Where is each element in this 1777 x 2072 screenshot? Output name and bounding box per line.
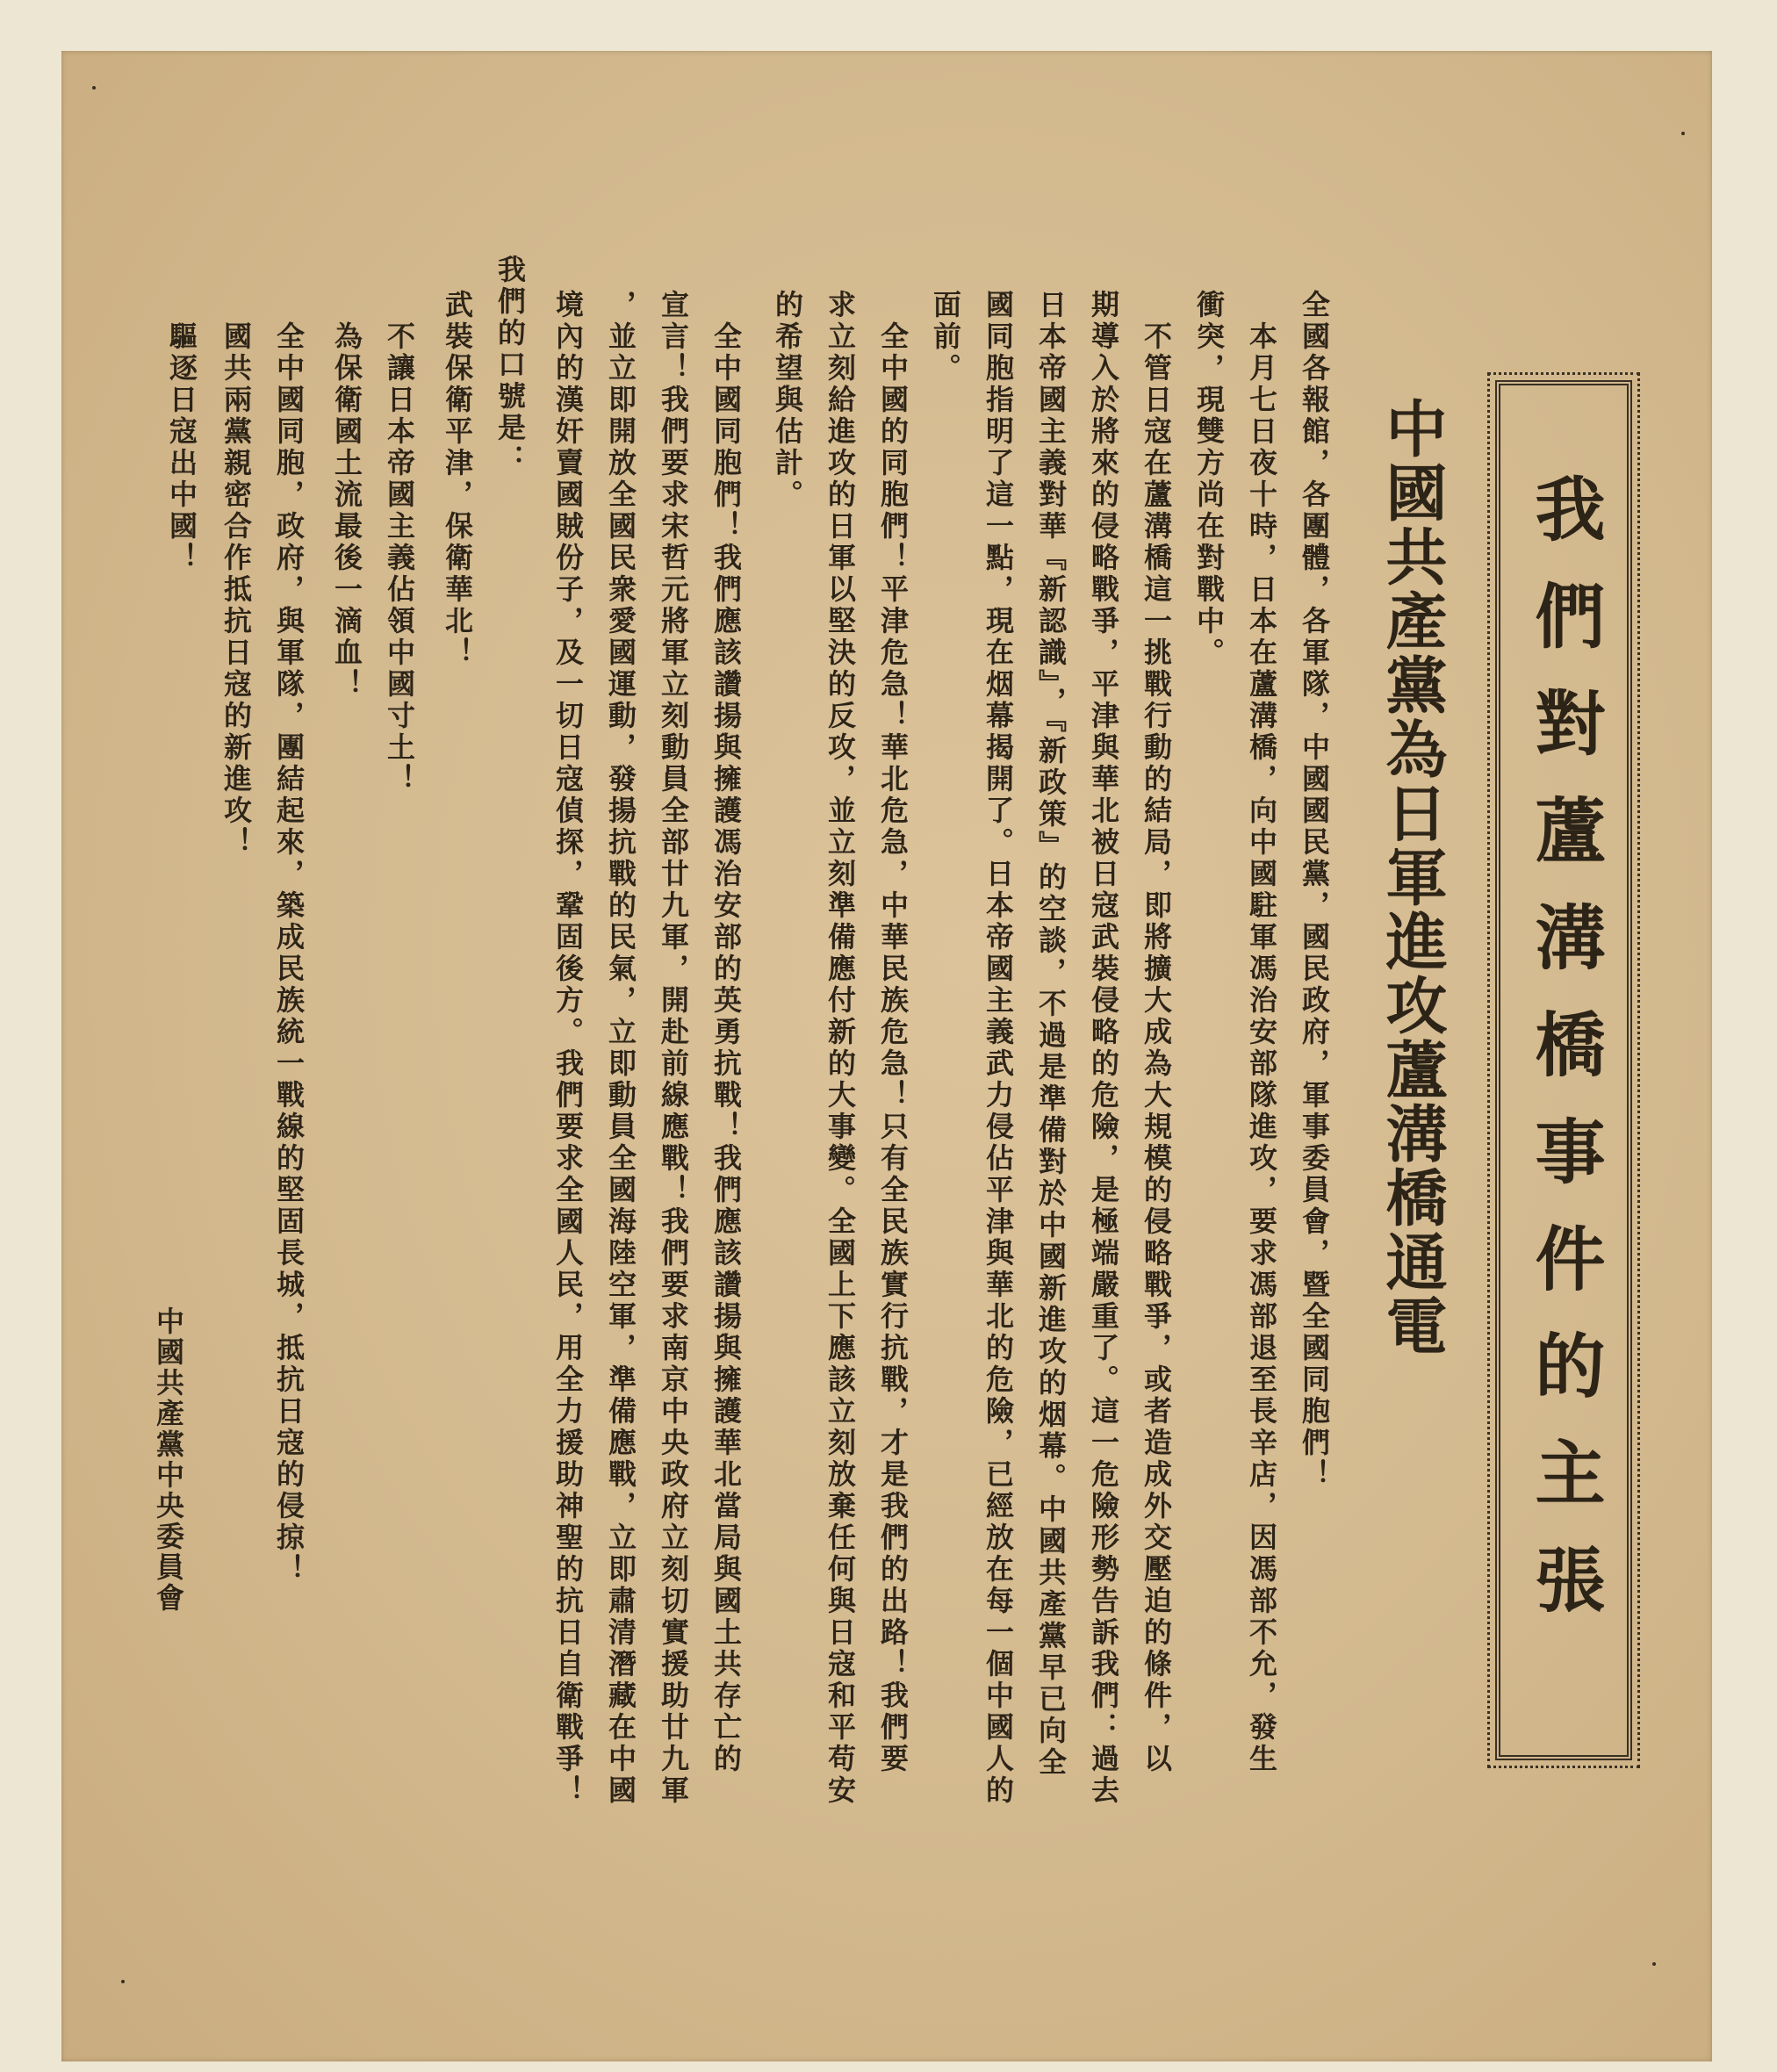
slogan-5: 國共兩黨親密合作抵抗日寇的新進攻！ xyxy=(219,321,253,859)
body-column-6: 日本帝國主義對華『新認識』，『新政策』的空談，不過是準備對於中國新進攻的烟幕。中國共產黨早已向全 xyxy=(1034,290,1068,1779)
body-column-5: 期導入於將來的侵略戰爭，平津與華北被日寇武裝侵略的危險，是極端嚴重了。這一危險形勢告訴我們：過去 xyxy=(1087,290,1120,1807)
body-column-2: 本月七日夜十時，日本在蘆溝橋，向中國駐軍馮治安部隊進攻，要求馮部退至長辛店，因馮部不允，發生 xyxy=(1245,321,1278,1775)
slogan-heading: 我們的口號是： xyxy=(493,255,527,476)
body-column-7: 國同胞指明了這一點，現在烟幕揭開了。日本帝國主義武力侵佔平津與華北的危險，已經放在每一個中國人的 xyxy=(982,290,1015,1807)
pin-mark-top-right xyxy=(1681,132,1685,135)
body-column-11: 的希望與估計。 xyxy=(771,290,804,511)
pin-mark-bottom-right xyxy=(1652,1962,1656,1966)
signature: 中國共產黨中央委員會 xyxy=(152,1306,185,1614)
slogan-4: 全中國同胞，政府，與軍隊，團結起來，築成民族統一戰線的堅固長城，抵抗日寇的侵掠！ xyxy=(272,321,306,1586)
body-column-8: 面前。 xyxy=(929,290,962,385)
body-column-15: 境內的漢奸賣國賊份子，及一切日寇偵探，鞏固後方。我們要求全國人民，用全力援助神聖的抗日自衛戰爭！ xyxy=(551,290,585,1807)
body-column-14: ，並立即開放全國民衆愛國運動，發揚抗戰的民氣，立即動員全國海陸空軍，準備應戰，立即肅清潛藏在中國 xyxy=(604,290,637,1807)
pin-mark-top-left xyxy=(92,86,96,90)
body-column-3: 衝突，現雙方尚在對戰中。 xyxy=(1192,290,1226,669)
slogan-3: 為保衛國土流最後一滴血！ xyxy=(330,321,363,701)
body-column-1: 全國各報館，各團體，各軍隊，中國國民黨，國民政府，軍事委員會，暨全國同胞們！ xyxy=(1298,290,1331,1491)
document-title: 我們對蘆溝橋事件的主張 xyxy=(1523,472,1606,1651)
slogan-2: 不讓日本帝國主義佔領中國寸土！ xyxy=(383,321,416,795)
slogan-6: 驅逐日寇出中國！ xyxy=(165,321,198,574)
pin-mark-bottom-left xyxy=(121,1980,125,1983)
slogan-1: 武裝保衛平津，保衛華北！ xyxy=(441,290,474,669)
body-column-13: 宣言！我們要求宋哲元將軍立刻動員全部廿九軍，開赴前線應戰！我們要求南京中央政府立刻切實援助廿九軍 xyxy=(657,290,690,1807)
body-column-9: 全中國的同胞們！平津危急！華北危急，中華民族危急！只有全民族實行抗戰，才是我們的出路！我們要 xyxy=(876,321,910,1775)
body-column-12: 全中國同胞們！我們應該讚揚與擁護馮治安部的英勇抗戰！我們應該讚揚與擁護華北當局與國土共存亡的 xyxy=(709,321,743,1775)
body-column-4: 不管日寇在蘆溝橋這一挑戰行動的結局，即將擴大成為大規模的侵略戰爭，或者造成外交壓迫的條件，以 xyxy=(1140,321,1173,1775)
body-column-10: 求立刻給進攻的日軍以堅決的反攻，並立刻準備應付新的大事變。全國上下應該立刻放棄任何與日寇和平苟安 xyxy=(824,290,857,1807)
document-subtitle: 中國共產黨為日軍進攻蘆溝橋通電 xyxy=(1376,397,1449,1358)
